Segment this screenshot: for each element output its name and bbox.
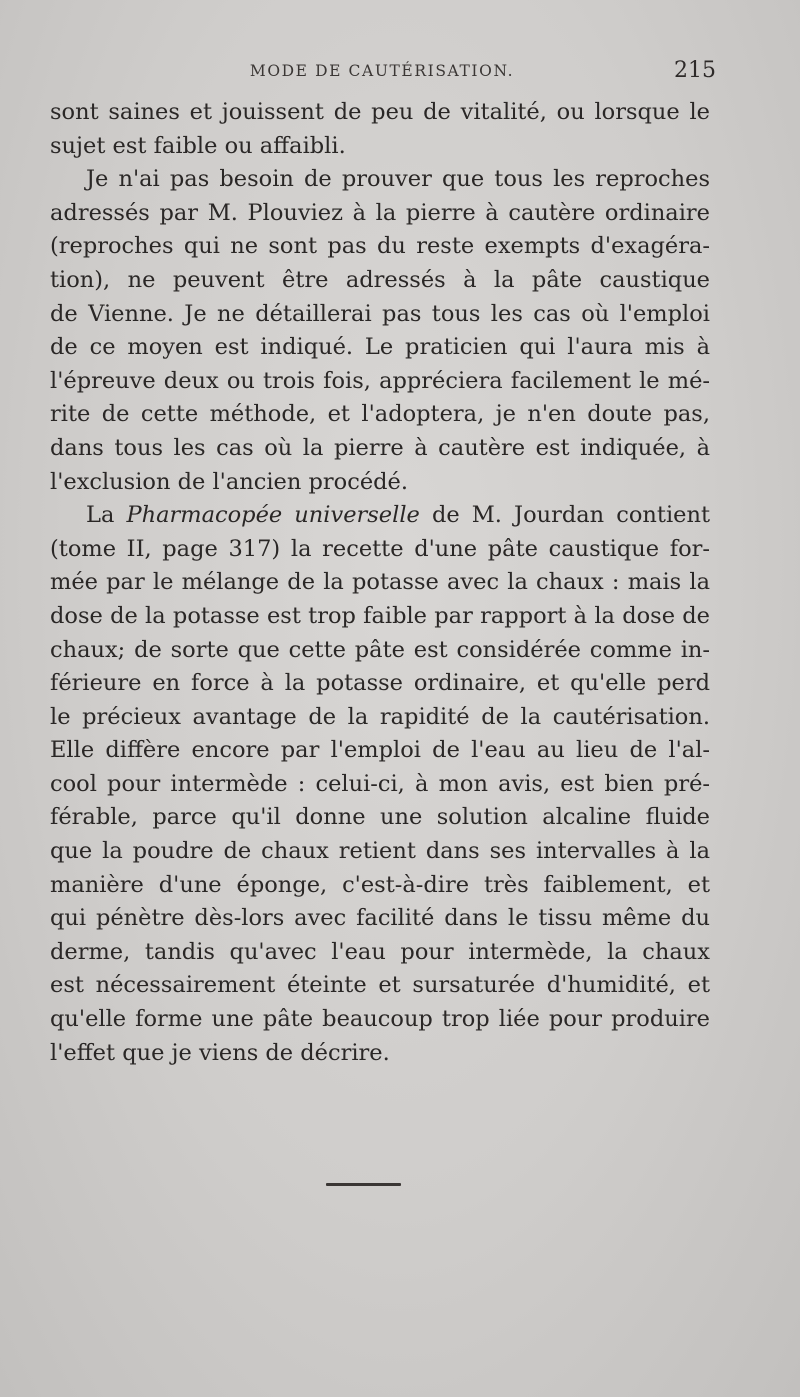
- paragraph-first-line: [50, 499, 710, 533]
- text-line: dans tous les cas où la pierre à cautère est indiquée, à: [50, 434, 710, 461]
- paragraph-first-line: Je n'ai pas besoin de prouver que tous les reproches: [86, 166, 710, 193]
- running-head: [48, 58, 716, 88]
- text-line: férable, parce qu'il donne une solution alcaline fluide: [50, 804, 710, 831]
- text-line: (tome II, page 317) la recette d'une pâte caustique for-: [50, 535, 710, 562]
- text-line: l'épreuve deux ou trois fois, appréciera facilement le mé-: [50, 367, 710, 394]
- text-line: manière d'une éponge, c'est-à-dire très faiblement, et: [50, 871, 710, 898]
- text-line: que la poudre de chaux retient dans ses intervalles à la: [50, 838, 710, 865]
- text-line: derme, tandis qu'avec l'eau pour intermède, la chaux: [50, 938, 710, 965]
- text-line: rite de cette méthode, et l'adoptera, je n'en doute pas,: [50, 401, 710, 428]
- book-title-italic: Pharmacopée universelle: [126, 502, 420, 529]
- text-run: de M. Jourdan contient: [419, 502, 710, 529]
- text-line: de ce moyen est indiqué. Le praticien qui l'aura mis à: [50, 334, 710, 361]
- text-line: le précieux avantage de la rapidité de la cautérisation.: [50, 703, 710, 730]
- text-line: dose de la potasse est trop faible par rapport à la dose de: [50, 602, 710, 629]
- text-line: cool pour intermède : celui-ci, à mon avis, est bien pré-: [50, 770, 710, 797]
- body-text: [50, 96, 710, 1070]
- text-line: adressés par M. Plouviez à la pierre à cautère ordinaire: [50, 199, 710, 226]
- text-line: l'exclusion de l'ancien procédé.: [50, 468, 409, 495]
- text-line: (reproches qui ne sont pas du reste exempts d'exagéra-: [50, 233, 710, 260]
- text-line: tion), ne peuvent être adressés à la pâte caustique: [50, 266, 710, 293]
- text-line: qui pénètre dès-lors avec facilité dans le tissu même du: [50, 905, 710, 932]
- text-line: qu'elle forme une pâte beaucoup trop liée pour produire: [50, 1006, 710, 1033]
- text-line: férieure en force à la potasse ordinaire, et qu'elle perd: [50, 670, 710, 697]
- text-run: La: [86, 502, 127, 529]
- text-line: mée par le mélange de la potasse avec la chaux : mais la: [50, 569, 710, 596]
- running-title: MODE DE CAUTÉRISATION.: [249, 62, 515, 80]
- text-line: sont saines et jouissent de peu de vitalité, ou lorsque le: [50, 99, 710, 125]
- text-line: l'effet que je viens de décrire.: [50, 1039, 390, 1066]
- text-line: est nécessairement éteinte et sursaturée d'humidité, et: [50, 972, 710, 999]
- text-line: chaux; de sorte que cette pâte est considérée comme in-: [50, 636, 710, 663]
- section-end-rule: [326, 1183, 401, 1186]
- text-line: Elle diffère encore par l'emploi de l'eau au lieu de l'al-: [50, 737, 710, 764]
- page-number: 215: [674, 58, 716, 83]
- text-line: de Vienne. Je ne détaillerai pas tous les cas où l'emploi: [50, 300, 710, 327]
- text-line: sujet est faible ou affaibli.: [50, 132, 346, 159]
